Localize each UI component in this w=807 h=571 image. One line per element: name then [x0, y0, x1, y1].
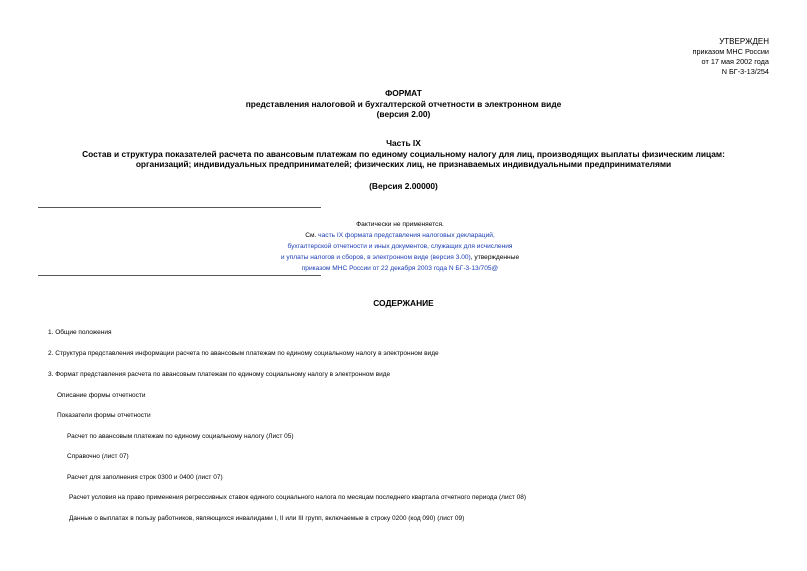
- toc-item-structure[interactable]: 2. Структура представления информации расчета по авансовым платежам по единому социальному налогу в электронном виде: [48, 350, 439, 357]
- document-title-block: [0, 88, 807, 120]
- note-divider-top: [38, 207, 321, 208]
- note-link-part-ix[interactable]: часть IX формата представления налоговых деклараций,: [318, 232, 495, 239]
- toc-item-form-indicators[interactable]: Показатели формы отчетности: [57, 412, 151, 419]
- approval-line-number: N БГ-3-13/254: [721, 67, 769, 76]
- note-not-applied: Фактически не применяется.: [356, 221, 444, 228]
- part-version: (Версия 2.00000): [369, 181, 438, 191]
- note-divider-bottom: [38, 275, 321, 276]
- toc-item-general[interactable]: 1. Общие положения: [48, 329, 112, 336]
- document-title: ФОРМАТ: [385, 88, 422, 98]
- note-line-4: [200, 252, 600, 263]
- toc-item-sheet-05[interactable]: Расчет по авансовым платежам по единому социальному налогу (Лист 05): [67, 433, 294, 440]
- approval-line-order: приказом МНС России: [692, 47, 769, 56]
- part-number: Часть IX: [386, 138, 421, 148]
- applicability-note: [200, 219, 600, 274]
- toc-item-reference-07[interactable]: Справочно (лист 07): [67, 453, 129, 460]
- approval-line-date: от 17 мая 2002 года: [701, 57, 769, 66]
- note-approved-suffix: , утвержденные: [470, 254, 520, 261]
- toc-item-sheet-09[interactable]: Данные о выплатах в пользу работников, являющихся инвалидами I, II или III групп, включаемые в строку 0200 (код 090) (лист 09): [69, 515, 465, 522]
- toc-item-form-description[interactable]: Описание формы отчетности: [57, 392, 146, 399]
- toc-item-format[interactable]: 3. Формат представления расчета по авансовым платежам по единому социальному налогу в электронном виде: [48, 371, 391, 378]
- note-see-prefix: См.: [305, 232, 319, 239]
- toc-title: СОДЕРЖАНИЕ: [373, 298, 434, 308]
- note-link-version[interactable]: и уплаты налогов и сборов, в электронном виде (версия 3.00): [280, 254, 471, 261]
- note-line-3: [200, 241, 600, 252]
- toc-item-sheet-08[interactable]: Расчет условия на право применения регрессивных ставок единого социального налога по месяцам последнего квартала отчетного периода (лист 08): [69, 494, 527, 501]
- note-line-2: [200, 230, 600, 241]
- note-link-order[interactable]: приказом МНС России от 22 декабря 2003 года N БГ-3-13/705@: [301, 265, 499, 272]
- part-heading: [0, 138, 807, 170]
- toc-item-calc-07[interactable]: Расчет для заполнения строк 0300 и 0400 (лист 07): [67, 474, 223, 481]
- approval-stamp: [693, 37, 769, 77]
- approval-line-approved: УТВЕРЖДЕН: [719, 37, 769, 46]
- note-line-5: [200, 263, 600, 274]
- part-title-line-2: организаций; индивидуальных предпринимателей; физических лиц, не признаваемых индивидуальными предпринимателями: [135, 159, 672, 169]
- note-link-documents[interactable]: бухгалтерской отчетности и иных документов, служащих для исчисления: [287, 243, 513, 250]
- document-version: (версия 2.00): [376, 109, 431, 119]
- document-subtitle: представления налоговой и бухгалтерской отчетности в электронном виде: [245, 98, 562, 109]
- part-title-line-1: Состав и структура показателей расчета по авансовым платежам по единому социальному налогу для лиц, производящих выплаты физическим лицам:: [82, 148, 725, 159]
